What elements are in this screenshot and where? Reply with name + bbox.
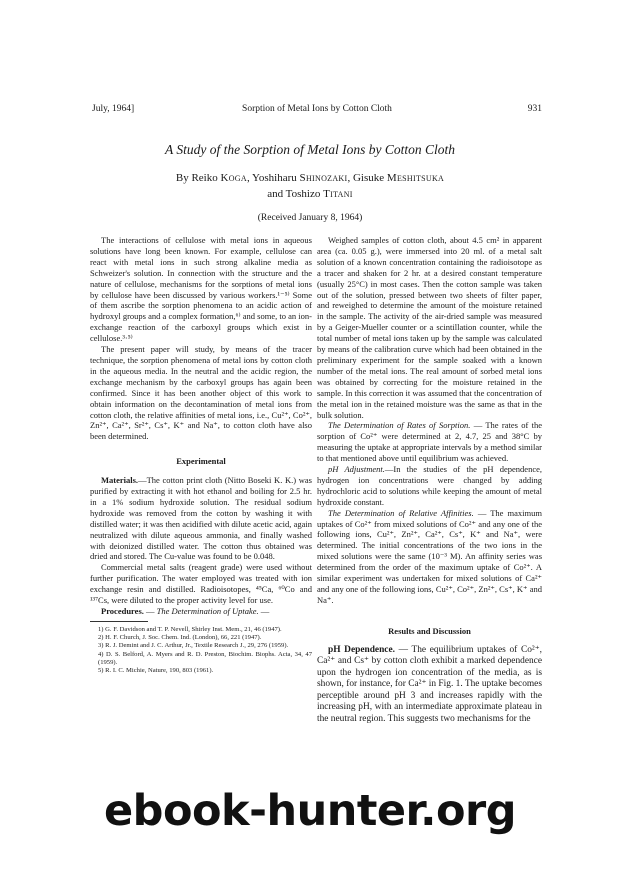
ph-dependence-paragraph [317,645,542,726]
materials-label: Materials. [101,475,139,486]
rates-subheading: The Determination of Rates of Sorption. [328,420,471,431]
author-2-given: , Yoshiharu [246,172,297,184]
author-4-given: and Toshizo [267,188,321,200]
materials-text: —The cotton print cloth (Nitto Boseki K. K.) was purified by extracting it with hot ethanol and boiling for 2.5 hr. in a 1% sodium hydroxide solution. The residual sodium hydroxide was removed from the cotton by washing it with distilled water; it was then acidified with dilute acetic acid, again neutralized with dilute aqueous ammonia, and finally washed with deionized distilled water. The cotton thus obtained was dried and stored. The Cu-value was found to be 0.048. [90,475,312,562]
section-heading-results: Results and Discussion [388,625,471,636]
footnotes [90,626,312,675]
footnote-2: 2) H. F. Church, J. Soc. Chem. Ind. (London), 66, 221 (1947). [98,634,262,642]
author-4-surname: Titani [323,188,353,200]
author-by: By Reiko [175,172,218,184]
procedures-label: Procedures. [101,606,144,616]
intro-paragraph-2: The present paper will study, by means of the tracer technique, the sorption phenomena of metal ions by cotton cloth in the aqueous media. In the neutral and the acidic region, the exchange mechanism by the carboxyl groups has again been confirmed. Since it has been another object of this work to obtain information on the decontamination of metal ions from cotton cloth, the relative affinities of metal ions, i.e., Cu²⁺, Co²⁺, Zn²⁺, Ca²⁺, Sr²⁺, Cs⁺, K⁺ and Na⁺, to cotton cloth have also been determined. [90,344,312,442]
author-2-surname: Shinozaki [299,172,348,184]
uptake-paragraph: Weighed samples of cotton cloth, about 4.5 cm² in apparent area (ca. 0.05 g.), were immersed into 20 ml. of a metal salt solution of a known concentration containing the radioisotope as a tracer and shaken for 2 hr. at a desired constant temperature (usually 25°C) in most cases. Then the cotton sample was taken out of the solution, pressed between two sheets of filter paper, and reweighed to determine the amount of the moisture retained in the sample. The activity of the air-dried sample was measured by a Geiger-Mueller counter or a scintillation counter, while the total number of metal ions taken up by the sample was calculated by means of the calibration curve which had been obtained in the preliminary experiment for the sample soaked with a known number of the metal ions. The real amount of sorbed metal ions was obtained by correcting for the moisture retained in the sample. In this correction it was assumed that the concentration of the metal ion in the retained moisture was the same as that in the bulk solution. [317,235,542,420]
author-3-surname: Meshitsuka [386,172,445,184]
intro-paragraph-1: The interactions of cellulose with metal ions in aqueous solutions have long been known. For example, cellulose can react with metal ions in such strong alkaline media as Schweizer's solution. In connection with the structure and the nature of cellulose, mechanisms for the sorptions of metal ions by cellulose have been discussed by various workers.¹⁻⁵⁾ Some of them ascribe the sorption phenomena to an acidic action of hydroxyl groups and a complex formation,⁶⁾ and some, to an ion-exchange reaction of the carboxyl groups which exist in cellulose.³·⁵⁾ [90,235,312,344]
rates-paragraph [317,420,542,464]
footnote-divider [90,621,148,622]
header-running-title: Sorption of Metal Ions by Cotton Cloth [242,104,392,114]
footnote-3: 3) R. J. Demint and J. C. Arthur, Jr., Textile Research J., 29, 276 (1959). [98,642,289,650]
author-1-surname: Koga [220,172,247,184]
paper-title: A Study of the Sorption of Metal Ions by Cotton Cloth [165,142,455,157]
author-line-1 [60,170,560,186]
reagents-paragraph: Commercial metal salts (reagent grade) were used without further purification. The water employed was treated with ion exchange resin and distilled. Radioisotopes, ⁴⁵Ca, ⁶⁰Co and ¹³⁷Cs, were diluted to the proper activity level for use. [90,562,312,606]
ph-adjustment-subheading: pH Adjustment. [328,464,385,475]
ph-adjustment-text: —In the studies of the pH dependence, hydrogen ion concentrations were changed by adding hydrochloric acid to solutions while keeping the amount of metal hydroxide constant. [317,464,543,507]
ph-dependence-text: — The equilibrium uptakes of Co²⁺, Ca²⁺ and Cs⁺ by cotton cloth exhibit a marked dependence upon the hydrogen ion concentration of the media, as is shown, for instance, for Ca²⁺ in Fig. 1. The uptake becomes perceptible around pH 3 and increases rapidly with the increasing pH, with an intermediate approximate plateau in the neutral region. This suggests two mechanisms for the [317,644,542,724]
procedures-dash: — [143,606,157,616]
affinities-paragraph [317,508,542,606]
footnote-4: 4) D. S. Belford, A. Myers and R. D. Preston, Biochim. Biophs. Acta, 34, 47 (1959). [98,650,312,666]
left-column [90,235,312,675]
procedures-subheading: The Determination of Uptake. [156,606,259,616]
affinities-text: — The maximum uptakes of Co²⁺ from mixed solutions of Co²⁺ and any one of the following ions, Cu²⁺, Zn²⁺, Ca²⁺, Cs⁺, K⁺ and Na⁺, were determined. The initial concentrations of the two ions in the mixed solutions were the same (10⁻³ M). An affinity series was determined from the order of the maximum uptake of Co²⁺. A similar experiment was undertaken for mixed solutions of Ca²⁺ and any one of the following ions, Cu²⁺, Co²⁺, Zn²⁺, Cs⁺, K⁺ and Na⁺. [317,507,543,605]
materials-paragraph [90,475,312,562]
rates-text: — The rates of the sorption of Co²⁺ were determined at 2, 4.7, 25 and 38°C by measuring the uptake at appropriate intervals by a method similar to that mentioned above until equilibrium was achieved. [317,420,543,464]
ph-dependence-label: pH Dependence. [328,644,395,655]
procedures-paragraph [90,606,312,617]
footnote-1: 1) G. F. Davidson and T. P. Nevell, Shirley Inst. Mem., 21, 46 (1947). [98,625,282,633]
author-line-2 [60,186,560,202]
ph-adjustment-paragraph [317,464,542,508]
affinities-subheading: The Determination of Relative Affinities. [328,507,474,518]
header-date: July, 1964] [92,104,135,114]
page-number: 931 [527,104,542,114]
procedures-end: — [258,606,270,616]
running-header [92,104,542,118]
footnote-5: 5) R. I. C. Michie, Nature, 190, 803 (1961). [98,666,214,674]
right-column [317,235,542,725]
received-date: (Received January 8, 1964) [257,213,363,223]
section-heading-experimental: Experimental [176,456,226,467]
author-list [60,170,560,202]
watermark-text: ebook-hunter.org [104,786,516,836]
author-3-given: , Gisuke [347,172,385,184]
